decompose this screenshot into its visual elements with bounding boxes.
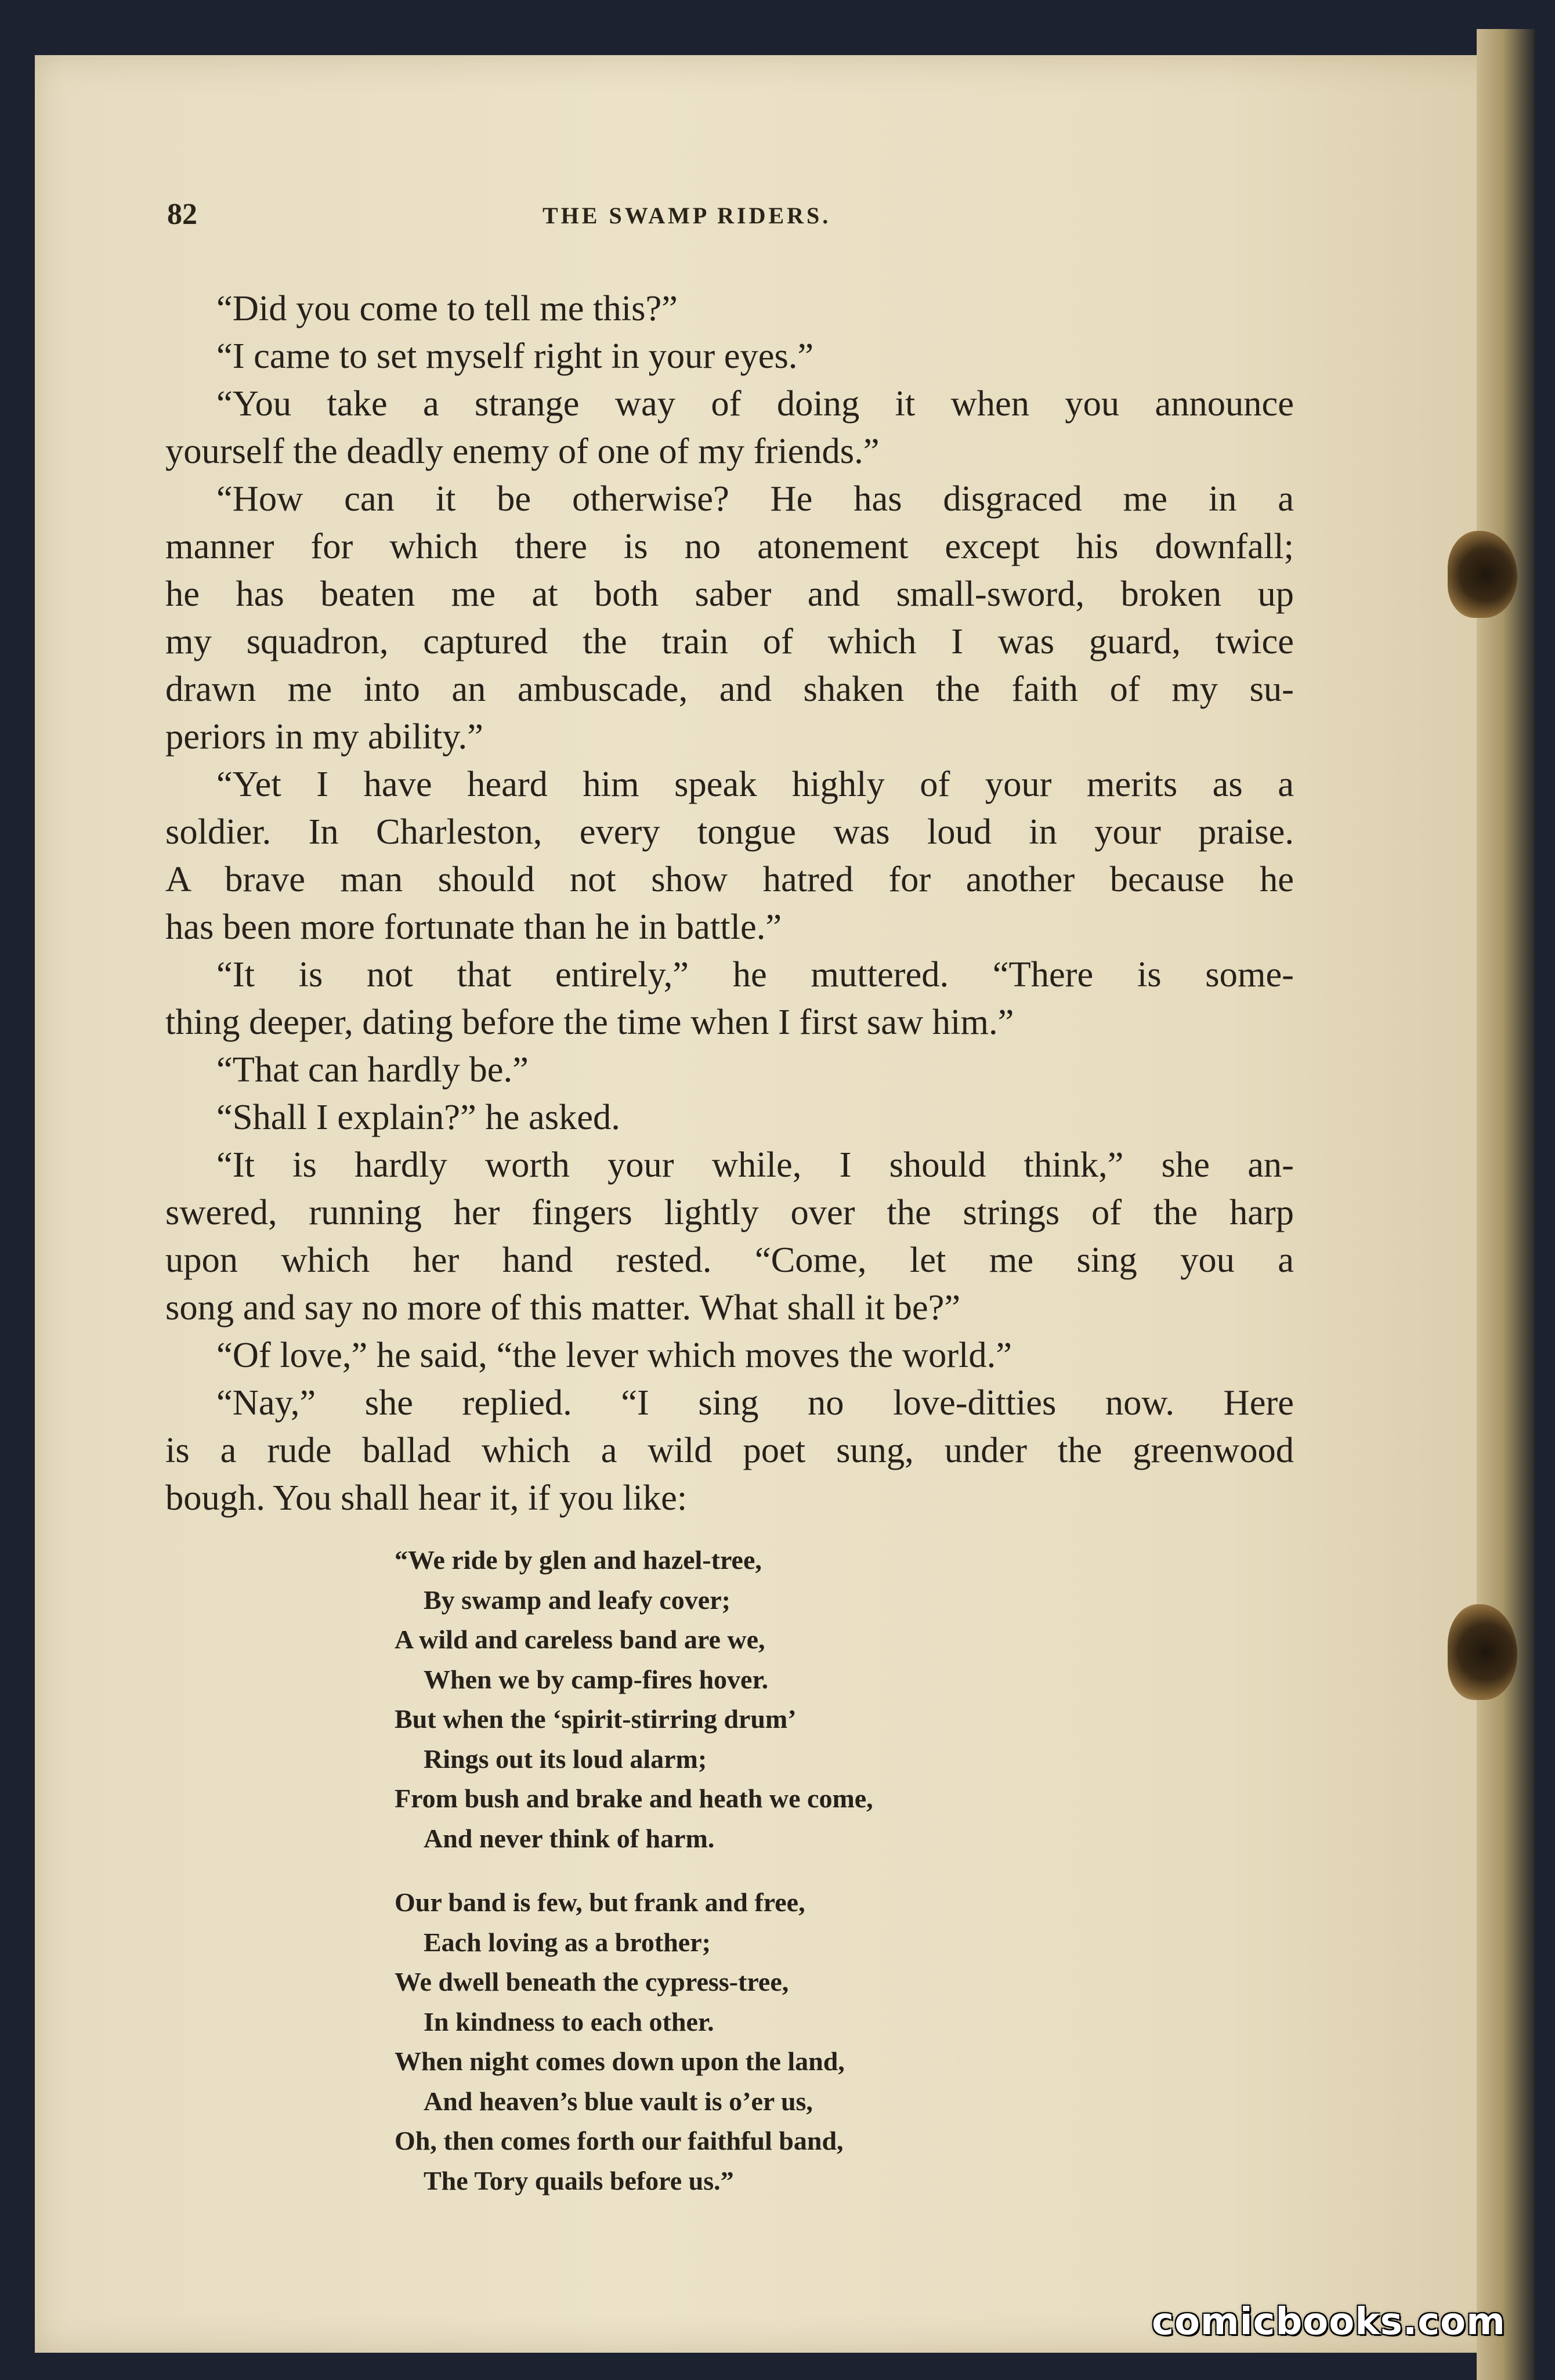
poem-line: Rings out its loud alarm;	[424, 1744, 707, 1774]
text-line: he has beaten me at both saber and small-sword, broken up	[165, 573, 1294, 614]
text-line: “That can hardly be.”	[216, 1049, 529, 1090]
text-line: “How can it be otherwise? He has disgraced me in a	[216, 478, 1294, 519]
poem-line: By swamp and leafy cover;	[424, 1585, 731, 1615]
text-line: soldier. In Charleston, every tongue was loud in your praise.	[165, 811, 1294, 852]
text-line: my squadron, captured the train of which I was guard, twice	[165, 621, 1294, 661]
text-line: drawn me into an ambuscade, and shaken the faith of my su-	[165, 668, 1294, 709]
poem-line: But when the ‘spirit-stirring drum’	[395, 1704, 797, 1734]
poem-line: In kindness to each other.	[424, 2006, 714, 2037]
text-line: “It is not that entirely,” he muttered. “There is some-	[216, 954, 1294, 994]
text-line: “I came to set myself right in your eyes.”	[216, 335, 814, 376]
text-line: manner for which there is no atonement except his downfall;	[165, 526, 1294, 566]
stanza-break	[395, 1858, 1207, 1883]
text-line: upon which her hand rested. “Come, let me sing you a	[165, 1239, 1294, 1280]
text-line: periors in my ability.”	[165, 716, 483, 757]
page-number: 82	[167, 198, 197, 231]
poem-line: And heaven’s blue vault is o’er us,	[424, 2086, 813, 2116]
text-line: “It is hardly worth your while, I should think,” she an-	[216, 1144, 1294, 1185]
poem-line: When we by camp-fires hover.	[424, 1664, 769, 1694]
poem	[395, 1540, 1207, 2201]
book-spine	[1477, 29, 1535, 2380]
site-watermark: comicbooks.com	[1152, 2301, 1506, 2343]
poem-line: “We ride by glen and hazel-tree,	[395, 1545, 762, 1575]
poem-line: Oh, then comes forth our faithful band,	[395, 2126, 844, 2155]
text-line: “Nay,” she replied. “I sing no love-ditties now. Here	[216, 1382, 1294, 1423]
text-line: “Shall I explain?” he asked.	[216, 1097, 620, 1137]
poem-line: From bush and brake and heath we come,	[395, 1784, 873, 1813]
poem-line: Each loving as a brother;	[424, 1927, 711, 1957]
running-title: THE SWAMP RIDERS.	[543, 202, 831, 229]
text-line: yourself the deadly enemy of one of my friends.”	[165, 431, 880, 471]
text-line: bough. You shall hear it, if you like:	[165, 1477, 688, 1518]
text-line: song and say no more of this matter. What shall it be?”	[165, 1287, 961, 1328]
poem-line: When night comes down upon the land,	[395, 2046, 845, 2076]
poem-line: Our band is few, but frank and free,	[395, 1887, 805, 1917]
text-line: thing deeper, dating before the time when I first saw him.”	[165, 1001, 1014, 1042]
poem-line: A wild and careless band are we,	[395, 1625, 765, 1654]
text-line: swered, running her fingers lightly over the strings of the harp	[165, 1192, 1294, 1232]
text-line: “You take a strange way of doing it when you announce	[216, 383, 1294, 424]
body-text	[165, 284, 1294, 1521]
text-line: “Did you come to tell me this?”	[216, 288, 678, 328]
text-line: “Of love,” he said, “the lever which moves the world.”	[216, 1334, 1012, 1375]
text-line: is a rude ballad which a wild poet sung, under the greenwood	[165, 1430, 1294, 1470]
poem-line: We dwell beneath the cypress-tree,	[395, 1967, 789, 1996]
page-header	[0, 197, 1555, 238]
poem-line: And never think of harm.	[424, 1823, 715, 1853]
text-line: “Yet I have heard him speak highly of your merits as a	[216, 764, 1294, 804]
poem-line: The Tory quails before us.”	[424, 2165, 734, 2195]
text-line: A brave man should not show hatred for another because he	[165, 859, 1294, 899]
text-line: has been more fortunate than he in battle.”	[165, 906, 782, 947]
